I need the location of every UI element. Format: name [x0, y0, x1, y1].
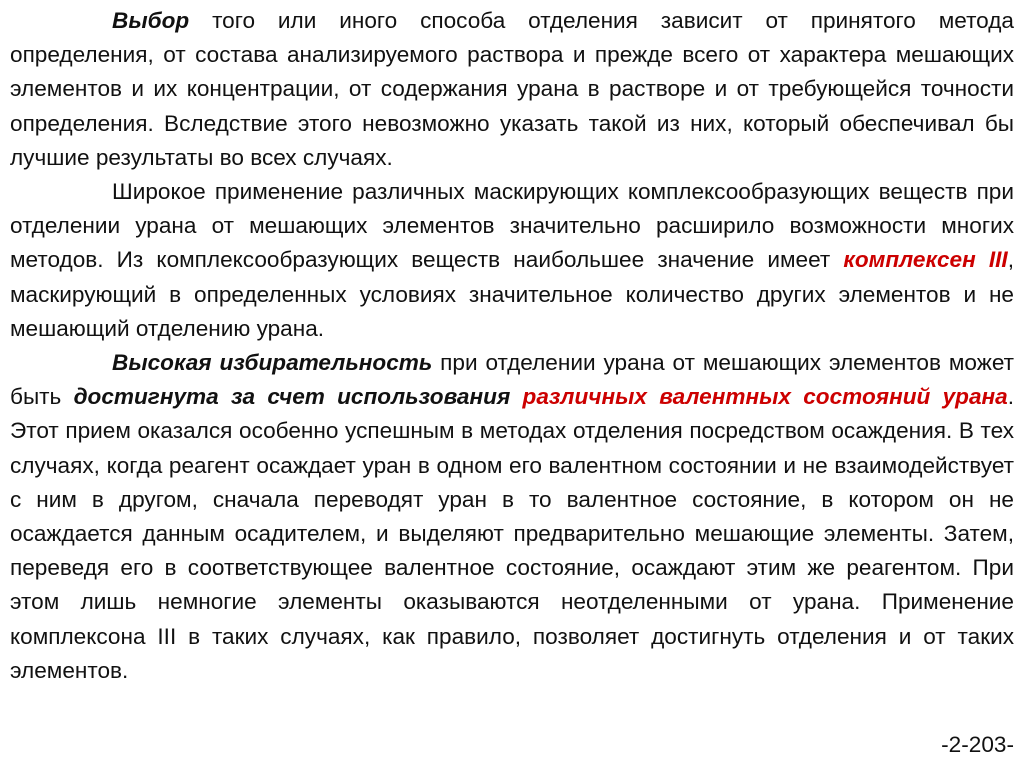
paragraph-3-text-b: . Этот прием оказался особенно успешным в методах отделения посредством осаждения. В тех случаях, когда реагент осаждает уран в одном его валентном состоянии и не взаимодействует с ним в другом, сначала переводят уран в то валентное состояние, в котором он не осаждается данным осадителем, и выделяют предварительно мешающие элементы. Затем, переведя его в соответствующее валентное состояние, осаждают этим же реагентом. При этом лишь немногие элементы оказываются неотделенными от урана. Применение комплексона III в таких случаях, как правило, позволяет достигнуть отделения и от таких элементов. — [10, 384, 1015, 683]
paragraph-2 — [10, 175, 1014, 346]
paragraph-2-text-b: , маскирующий в определенных условиях значительное количество других элементов и не мешающий отделению урана. — [10, 247, 1014, 341]
paragraph-3-space — [510, 384, 522, 409]
paragraph-1-text: того или иного способа отделения зависит от принятого метода определения, от состава анализируемого раствора и прежде всего от характера мешающих элементов и их концентрации, от содержания урана в растворе и от требующейся точности определения. Вследствие этого невозможно указать такой из них, который обеспечивал бы лучшие результаты во всех случаях. — [10, 8, 1014, 170]
page-number: -2-203- — [941, 732, 1014, 757]
document-body — [10, 4, 1014, 688]
paragraph-3-text-a: при отделении урана от мешающих элементов может быть — [10, 350, 1014, 410]
term-achieved: достигнута за счет использования — [73, 384, 511, 410]
term-complexone: комплексен III — [843, 247, 1008, 273]
paragraph-1 — [10, 4, 1014, 175]
paragraph-3 — [10, 346, 1014, 688]
term-valence-states: различных валентных состояний урана — [522, 384, 1008, 410]
term-vybor: Выбор — [112, 8, 190, 33]
term-high-selectivity: Высокая избирательность — [112, 350, 433, 376]
paragraph-2-text-a: Широкое применение различных маскирующих комплексообразующих веществ при отделении урана от мешающих элементов значительно расширило возможности многих методов. Из комплексообразующих веществ наибольшее значение имеет — [10, 179, 1014, 273]
